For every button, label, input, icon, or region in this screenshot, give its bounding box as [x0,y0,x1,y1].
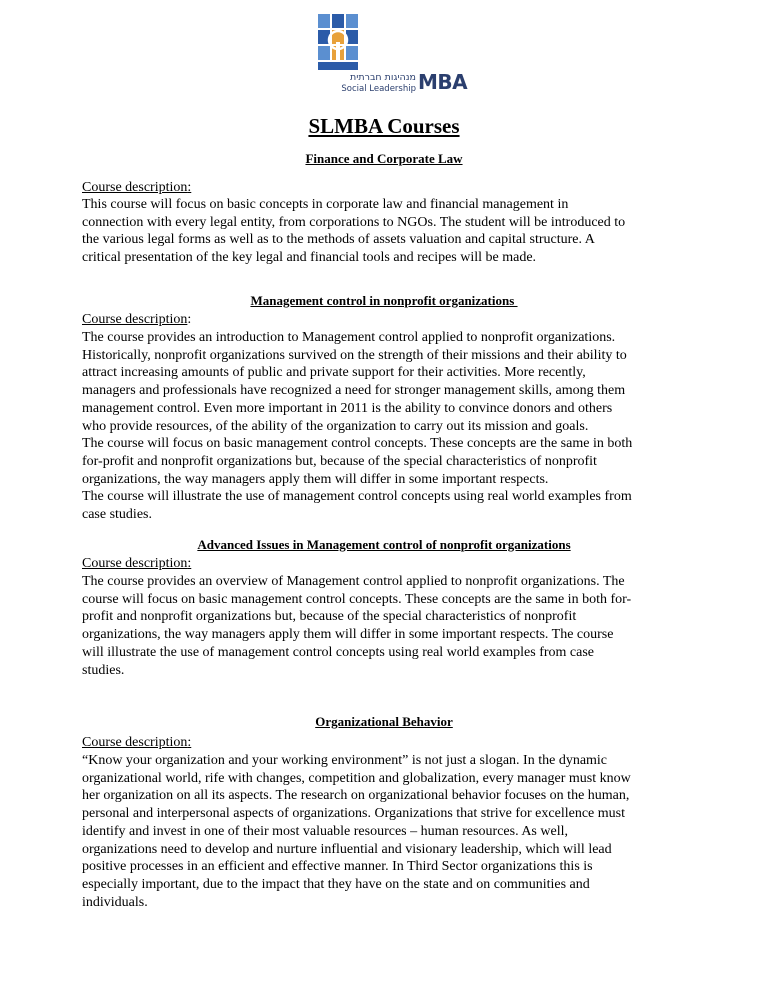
course-description-organizational-behavior [82,752,692,911]
text-line: The course will focus on basic management control concepts. These concepts are the same in both [82,436,633,452]
course-description-label: Course description: [82,312,192,327]
text-line: The course will illustrate the use of management control concepts using real world examples from [82,489,632,505]
course-description-label: Course description: [82,735,192,750]
logo-english-text: Social Leadership [341,84,416,94]
logo-emblem-icon [316,12,360,72]
text-line: organizations need to develop and nurture influential and visionary leadership, which will lead [82,841,612,857]
text-line: case studies. [82,507,152,523]
text-line: individuals. [82,894,148,910]
section-heading-organizational-behavior: Organizational Behavior [315,714,453,729]
text-line: This course will focus on basic concepts in corporate law and financial management in [82,197,569,212]
text-line: organizations, the way managers apply them will differ in some important respects. [82,471,549,487]
text-line: the various legal forms as well as to the methods of assets valuation and capital structure. A [82,232,595,248]
text-line: who provide resources, of the ability of the organization to carry out its mission and goals. [82,418,589,434]
course-description-advanced-issues [82,573,692,679]
course-description-finance [82,196,692,267]
text-line: attract increasing amounts of public and private support for their activities. More recently, [82,365,586,381]
text-line: for-profit and nonprofit organizations but, because of the special characteristics of nonprofit [82,453,597,469]
text-line: studies. [82,662,125,678]
text-line: The course provides an overview of Management control applied to nonprofit organizations. The [82,574,625,589]
text-line: especially important, due to the impact that they have on the state and on communities and [82,876,590,892]
text-line: critical presentation of the key legal and financial tools and recipes will be made. [82,250,537,266]
text-line: organizations, the way managers apply them will differ in some important respects. The course [82,627,614,643]
text-line: will illustrate the use of management control concepts using real world examples from case [82,644,595,660]
text-line: Historically, nonprofit organizations survived on the strength of their missions and their ability to [82,347,627,363]
page-title: SLMBA Courses [308,114,460,138]
text-line: connection with every legal entity, from corporations to NGOs. The student will be introduced to [82,214,626,230]
course-description-management-control [82,329,692,524]
logo-hebrew-text: מנהיגות חברתית [349,72,416,83]
text-line: management control. Even more important in 2011 is the ability to convince donors and others [82,400,613,416]
text-line: course will focus on basic management control concepts. These concepts are the same in both for- [82,591,632,607]
text-line: her organization on all its aspects. The research on organizational behavior focuses on the human, [82,788,630,804]
course-description-label: Course description: [82,556,192,571]
text-line: profit and nonprofit organizations but, because of the special characteristics of nonprofit [82,609,577,625]
slmba-logo [298,12,473,100]
text-line: “Know your organization and your working environment” is not just a slogan. In the dynamic [82,753,608,768]
section-heading-advanced-issues: Advanced Issues in Management control of nonprofit organizations [197,537,571,552]
course-description-label: Course description: [82,180,192,195]
text-line: personal and interpersonal aspects of organizations. Organizations that strive for excellence must [82,806,625,822]
section-heading-finance: Finance and Corporate Law [305,151,463,166]
text-line: managers and professionals have recognized a need for stronger management skills, among them [82,383,626,399]
text-line: positive processes in an efficient and effective manner. In Third Sector organizations this is [82,859,593,875]
section-heading-management-control: Management control in nonprofit organizations [250,293,518,308]
text-line: organizational world, rife with changes, competition and globalization, every manager must know [82,770,631,786]
text-line: The course provides an introduction to Management control applied to nonprofit organizations. [82,330,616,345]
text-line: identify and invest in one of their most valuable resources – human resources. As well, [82,823,568,839]
logo-mba-text: MBA [418,70,468,94]
